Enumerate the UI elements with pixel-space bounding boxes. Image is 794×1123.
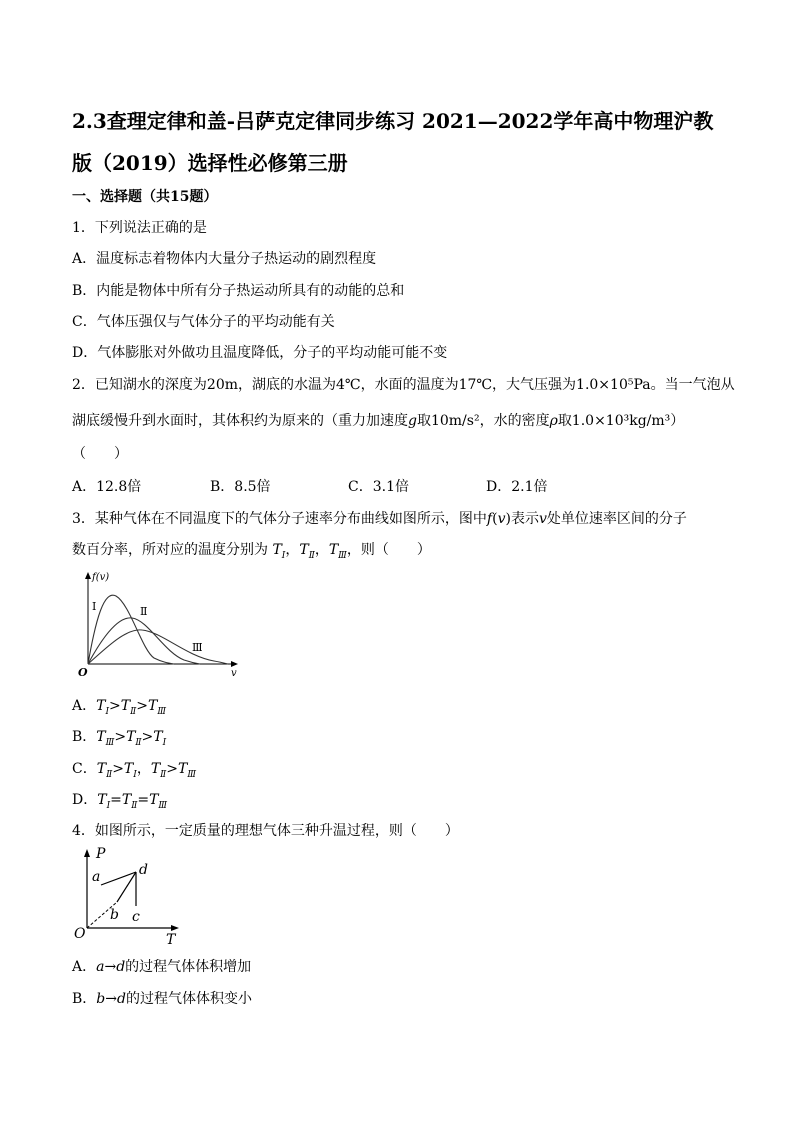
q1-stem: 1．下列说法正确的是 [72,220,207,236]
q3-stem-line2: 数百分率，所对应的温度分别为 $T_Ⅰ$，$T_Ⅱ$，$T_Ⅲ$，则（ ） [72,542,431,561]
t-axis-label: T [166,932,176,948]
q4-stem: 4．如图所示，一定质量的理想气体三种升温过程，则（ ） [72,823,459,839]
q3-option-b: B．$T_Ⅲ>T_Ⅱ>T_Ⅰ$ [72,729,167,748]
q3-stem-part4: 处单位速率区间的分子 [546,511,687,527]
point-d-label: d [139,862,148,878]
origin-label: O [78,666,88,679]
q4-option-b-text: 的过程气体体积变小 [125,991,252,1007]
q2-answer-blank: （ ） [72,446,128,462]
q3-option-c: C．$T_Ⅱ>T_Ⅰ$，$T_Ⅱ>T_Ⅲ$ [72,761,197,780]
q4-option-b-prefix: B． [72,991,97,1007]
section-heading: 一、选择题（共15题） [72,189,218,205]
q1-option-a: A．温度标志着物体内大量分子热运动的剧烈程度 [72,251,377,267]
fv-axis-arrow [85,572,91,579]
q3-stem-part2: ( [492,511,498,527]
v-axis-arrow [231,661,238,667]
q2-options [72,478,732,496]
q4-option-a [72,958,251,976]
curve-I-label: Ⅰ [92,600,97,613]
q2-option-b: B．8.5倍 [210,479,271,495]
v-axis-label: v [231,668,237,679]
q2-option-c: C．3.1倍 [348,479,409,495]
q2-stem-line2 [72,412,684,430]
q3-stem-part6: ，则（ ） [346,542,431,558]
curve-II [88,618,200,664]
q1-option-c: C．气体压强仅与气体分子的平均动能有关 [72,314,335,330]
q3-option-d: D．$T_Ⅰ=T_Ⅱ=T_Ⅲ$ [72,792,168,811]
line-bd [117,872,136,902]
p-axis-label: P [96,846,106,862]
q3-stem-part5: 数百分率，所对应的温度分别为 [72,542,268,558]
q3-stem-line1 [72,510,687,528]
q3-stem-part1: 3．某种气体在不同温度下的气体分子速率分布曲线如图所示，图中 [72,511,487,527]
q4-option-a-prefix: A． [72,959,97,975]
q2-option-d: D．2.1倍 [486,479,548,495]
curve-II-label: Ⅱ [140,605,148,618]
q3-symbol-v2: v [538,511,547,527]
q3-t2: $T_Ⅱ$ [299,542,315,561]
q3-symbol-f: f [486,511,493,527]
q2-option-a: A．12.8倍 [72,479,142,495]
curve-I [88,595,174,664]
q2-stem-line1: 2．已知湖水的深度为20m，湖底的水温为4℃，水面的温度为17℃，大气压强为1.0×10⁵Pa。当一气泡从 [72,377,735,393]
q3-stem-part3: )表示 [505,511,539,527]
speed-distribution-figure [74,568,244,680]
q4-option-b [72,990,252,1008]
q3-symbol-v: v [497,511,506,527]
q2-symbol-rho: ρ [549,413,558,429]
q3-t3: $T_Ⅲ$ [328,542,347,561]
curve-III [88,630,228,664]
point-a-label: a [92,869,101,885]
p-axis-arrow [84,849,90,857]
q2-symbol-g: g [408,413,417,429]
q2-stem-line2-part2: 取10m/s²，水的密度 [416,413,550,429]
point-c-label: c [132,909,140,925]
origin-label: O [74,926,86,942]
q1-option-b: B．内能是物体中所有分子热运动所具有的动能的总和 [72,283,405,299]
pt-diagram-figure [72,846,190,948]
q2-stem-line2-part3: 取1.0×10³kg/m³） [557,413,685,429]
q3-t1: $T_Ⅰ$ [272,542,286,561]
q4-option-a-text: 的过程气体体积增加 [125,959,252,975]
curve-III-label: Ⅲ [192,641,203,654]
q4-option-a-process: a→d [96,959,126,975]
q3-option-a: A．$T_Ⅰ>T_Ⅱ>T_Ⅲ$ [72,698,166,717]
q1-option-d: D．气体膨胀对外做功且温度降低，分子的平均动能可能不变 [72,345,448,361]
q4-option-b-process: b→d [96,991,126,1007]
line-ad [101,872,136,885]
fv-axis-label: f(v) [92,572,110,583]
page-title: 2.3查理定律和盖-吕萨克定律同步练习 2021—2022学年高中物理沪教版（2019）选择性必修第三册 [72,109,714,175]
q2-stem-line2-part1: 湖底缓慢升到水面时，其体积约为原来的（重力加速度 [72,413,408,429]
point-b-label: b [110,907,119,923]
t-axis-arrow [171,925,179,931]
